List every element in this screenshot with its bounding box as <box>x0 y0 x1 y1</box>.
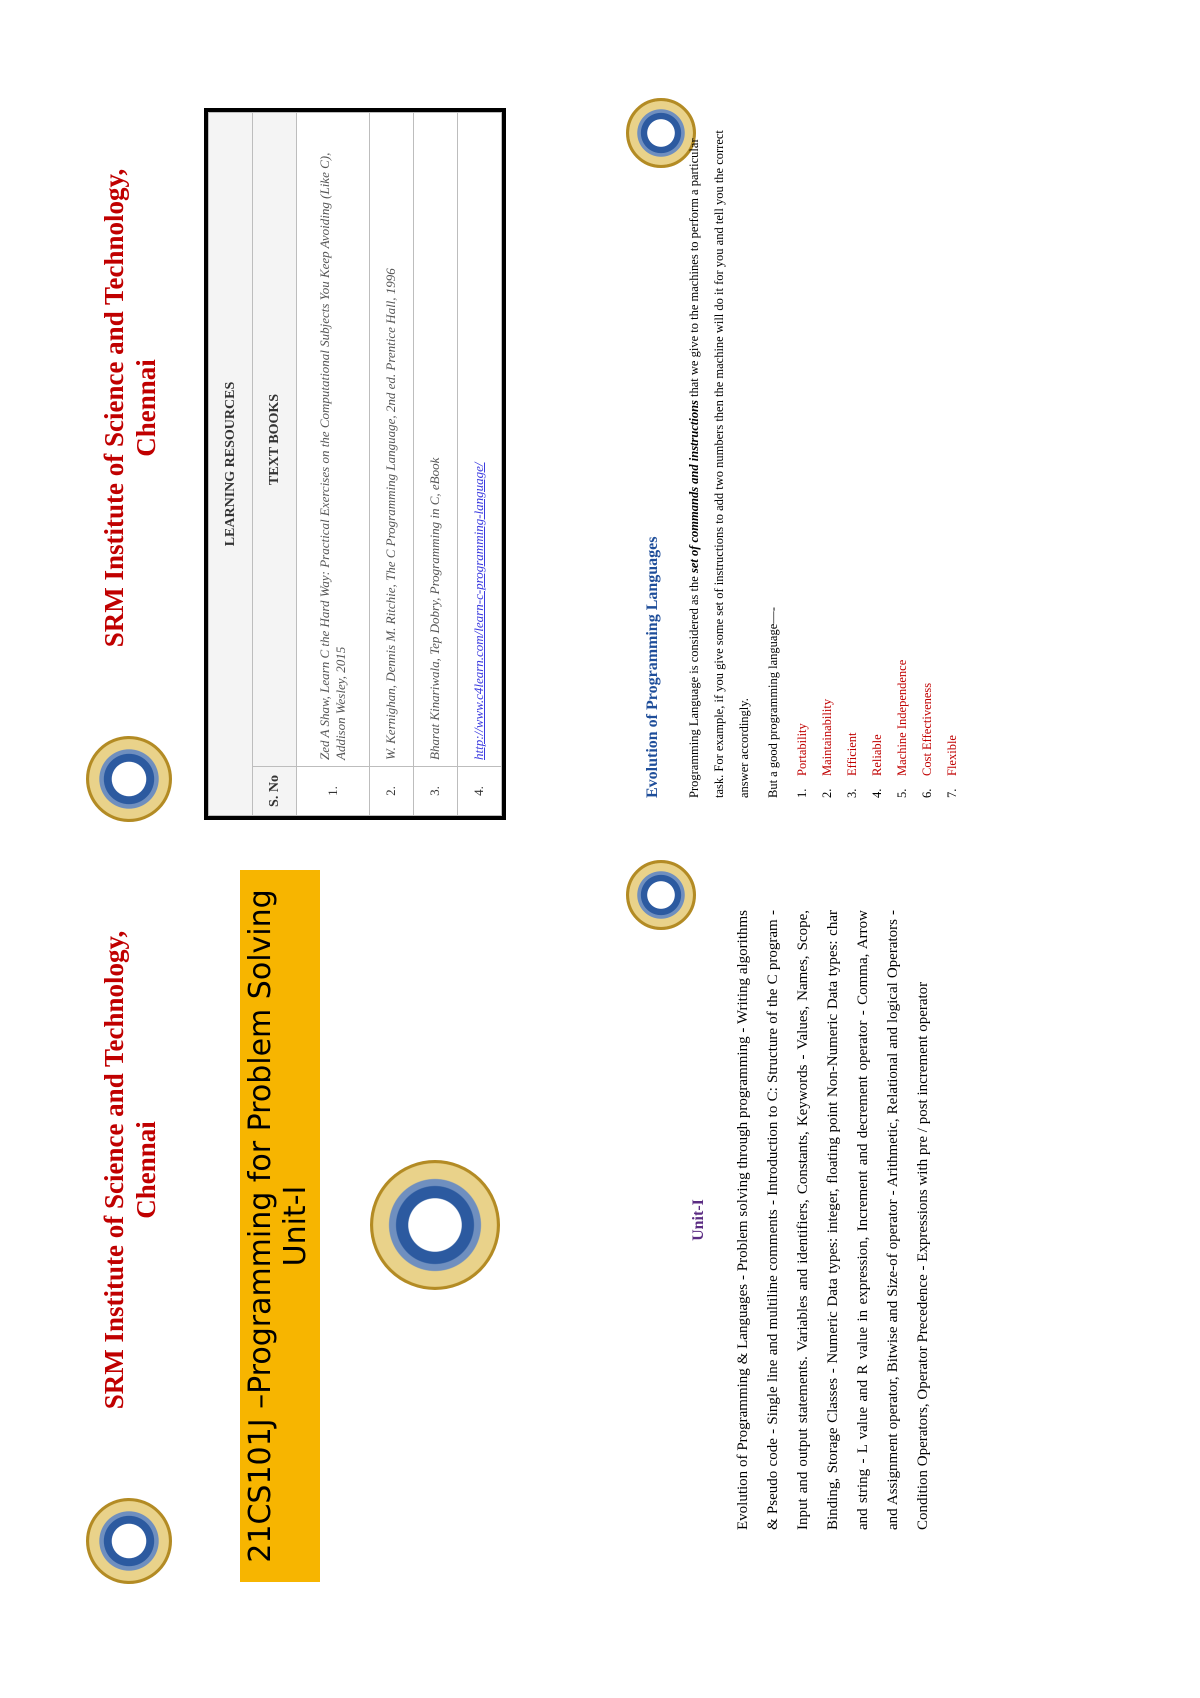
list-label: Flexible <box>945 735 959 776</box>
slide-evolution <box>620 88 1140 828</box>
table-row <box>413 113 457 816</box>
resource-link-cell <box>457 113 501 767</box>
institution-name-line1: SRM Institute of Science and Technology, <box>99 930 129 1410</box>
list-label: Cost Effectiveness <box>920 682 934 776</box>
list-number: 7. <box>945 788 959 798</box>
table-row <box>369 113 413 816</box>
list-label: Maintainability <box>820 698 834 776</box>
list-number: 4. <box>870 788 884 798</box>
evolution-body <box>682 118 965 798</box>
list-item <box>790 118 815 798</box>
row-number: 3. <box>413 767 457 816</box>
list-item <box>840 118 865 798</box>
unit-heading: Unit-I <box>690 1199 707 1241</box>
institution-name-line2: Chennai <box>131 1121 162 1219</box>
table-row <box>457 113 501 816</box>
list-item <box>890 118 915 798</box>
institute-logo-icon <box>86 1498 172 1584</box>
table-row <box>297 113 369 816</box>
list-item <box>915 118 940 798</box>
qualities-list <box>790 118 965 798</box>
book-entry: Zed A Shaw, Learn C the Hard Way: Practical Exercises on the Computational Subjects You Keep Avoiding (Like C), Addison Wesley, 2015 <box>297 113 369 767</box>
evolution-heading: Evolution of Programming Languages <box>644 536 661 798</box>
course-banner <box>240 870 320 1582</box>
course-title: 21CS101J –Programming for Problem Solving <box>243 889 278 1563</box>
institution-title <box>98 860 163 1480</box>
para-text: Programming Language is considered as the <box>687 573 701 798</box>
list-number: 3. <box>845 788 859 798</box>
slide-unit-syllabus <box>620 850 1140 1590</box>
list-label: Machine Independence <box>895 659 909 776</box>
evolution-paragraph <box>682 118 757 798</box>
row-number: 4. <box>457 767 501 816</box>
table-header-sno: S. No <box>253 767 297 816</box>
learning-resources-table <box>204 108 506 820</box>
list-item <box>940 118 965 798</box>
list-label: Reliable <box>870 734 884 776</box>
book-entry: Bharat Kinariwala, Tep Dobry, Programming in C, eBook <box>413 113 457 767</box>
institution-name-line2: Chennai <box>131 359 162 457</box>
row-number: 2. <box>369 767 413 816</box>
row-number: 1. <box>297 767 369 816</box>
institution-title <box>98 98 163 718</box>
institute-seal-icon <box>370 1160 500 1290</box>
book-entry: W. Kernighan, Dennis M. Ritchie, The C Programming Language, 2nd ed. Prentice Hall, 1996 <box>369 113 413 767</box>
list-number: 2. <box>820 788 834 798</box>
resource-link[interactable]: http://www.c4learn.com/learn-c-programming-language/ <box>471 462 487 760</box>
slide-title <box>80 850 600 1590</box>
institution-name-line1: SRM Institute of Science and Technology, <box>99 168 129 648</box>
course-unit: Unit-I <box>277 1185 313 1267</box>
list-number: 5. <box>895 788 909 798</box>
evolution-lead: But a good programming language—- <box>766 607 780 798</box>
institute-logo-icon <box>86 736 172 822</box>
list-item <box>815 118 840 798</box>
table-header-books: TEXT BOOKS <box>253 113 297 767</box>
slide-learning-resources <box>80 88 600 828</box>
para-emphasis: set of commands and instructions <box>687 400 701 574</box>
list-label: Portability <box>795 723 809 776</box>
institute-logo-icon <box>626 860 696 930</box>
list-label: Efficient <box>845 732 859 776</box>
unit-syllabus-text: Evolution of Programming & Languages - Problem solving through programming - Writing algorithms & Pseudo code - Single line and multiline comments - Introduction to C: Structure of the C program - Input and output statements. Variables and identifiers, Constants, Keywords - Values, Names, Scope, Binding, Storage Classes - Numeric Data types: integer, floating point Non-Numeric Data types: char and string - L value and R value in expression, Increment and decrement operator - Comma, Arrow and Assignment operator, Bitwise and Size-of operator - Arithmetic, Relational and logical Operators - Condition Operators, Operator Precedence - Expressions with pre / post increment operator <box>735 910 931 1530</box>
table-header-main: LEARNING RESOURCES <box>209 113 253 816</box>
para-text: that we give to the machines to perform a particular task. For example, if you give some set of instructions to add two numbers then the machine will do it for you and tell you the correct answer accordingly. <box>687 130 751 798</box>
list-item <box>865 118 890 798</box>
list-number: 1. <box>795 788 809 798</box>
list-number: 6. <box>920 788 934 798</box>
